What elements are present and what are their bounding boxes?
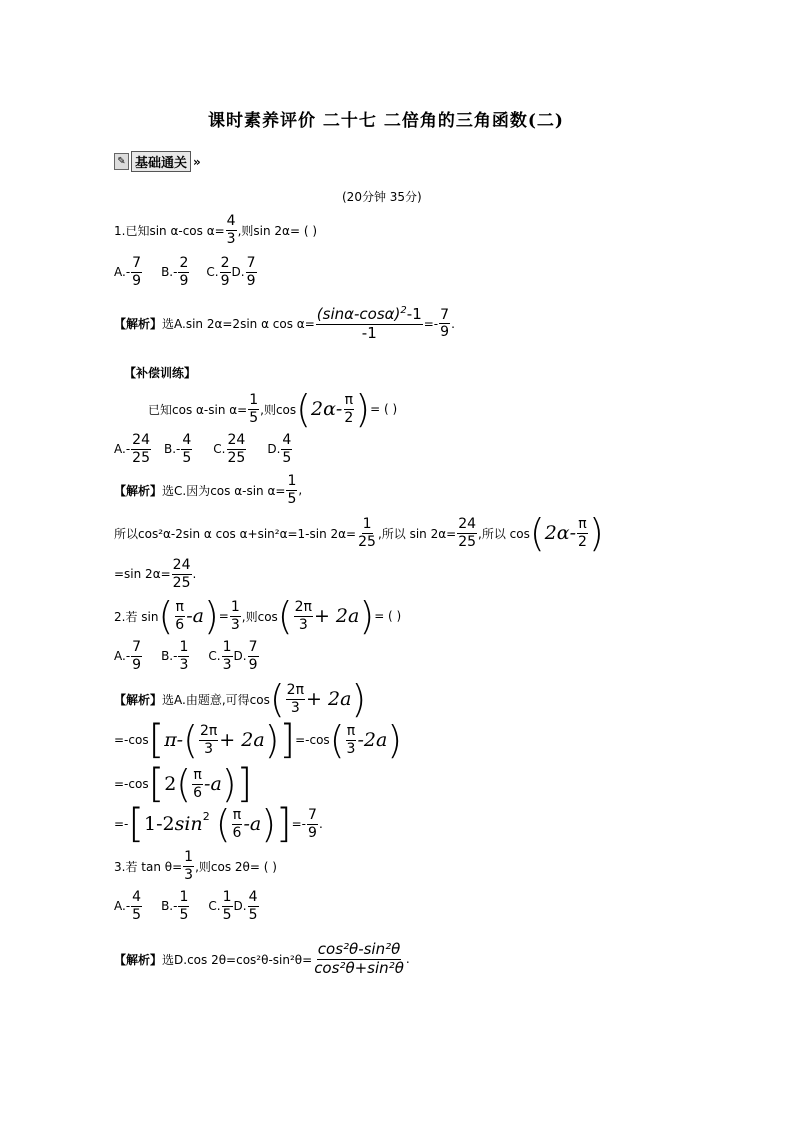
bracket: [ [148, 761, 165, 807]
fraction [248, 393, 259, 425]
math-text: 24 [227, 432, 246, 448]
math-text: 3 [222, 656, 232, 673]
math-text: 选A.由题意,可得cos [162, 692, 270, 707]
math-text: 【解析】 [114, 952, 163, 967]
math-text: =-cos [114, 777, 149, 791]
bc-solution-3 [114, 558, 196, 590]
bracket: ] [276, 801, 292, 847]
bc-solution-2 [114, 511, 604, 555]
math-text: 5 [179, 906, 189, 923]
math-text: C. [213, 442, 226, 457]
q2-solution-1 [114, 677, 367, 721]
math-text: 1 [179, 889, 189, 905]
math-text: . [451, 316, 455, 331]
fraction [131, 890, 142, 922]
math-text: + 2a [313, 605, 360, 627]
math-text: 7 [308, 806, 317, 823]
math-text: 2α- [310, 398, 343, 420]
math-text: 3.若 tan θ= [114, 859, 183, 874]
math-text: cos²θ+sin²θ [314, 958, 404, 977]
paren: ) [264, 718, 280, 762]
math-text: C. [208, 899, 221, 914]
paren: ( [329, 718, 345, 762]
math-text: -a [243, 813, 262, 835]
q1-fraction [226, 214, 237, 246]
math-text: = ( ) [370, 402, 398, 416]
paren: ) [351, 677, 367, 721]
fraction [131, 640, 142, 672]
compensation-label: 【补偿训练】 [124, 366, 197, 380]
math-text: ,所以 cos [478, 526, 530, 541]
math-text: 24 [172, 557, 191, 573]
fraction [307, 808, 318, 840]
fraction [313, 942, 405, 977]
math-text: 4 [248, 889, 258, 905]
math-text: 1 [222, 889, 232, 905]
math-text: 5 [287, 490, 297, 507]
math-text: =-cos [114, 733, 149, 747]
math-text: 7 [246, 255, 256, 271]
math-text: ,则cos [260, 402, 297, 417]
fraction [131, 433, 151, 465]
paren: ) [203, 594, 219, 638]
math-text: 3 [179, 656, 189, 673]
math-text: π [578, 515, 587, 532]
math-text: 7 [440, 306, 450, 323]
fraction [178, 256, 189, 288]
math-text: 2 [400, 305, 407, 316]
math-text: 9 [308, 824, 317, 841]
math-text: 6 [175, 616, 185, 633]
math-text: 6 [193, 784, 203, 801]
question-2 [114, 594, 402, 638]
math-text: 7 [132, 639, 142, 655]
fraction [222, 640, 233, 672]
math-text: 9 [179, 272, 189, 289]
math-text: 3 [204, 740, 214, 757]
math-text: -a [186, 605, 204, 627]
math-text: 2 [220, 255, 230, 271]
math-text: -1 [361, 323, 377, 342]
math-text: . [405, 952, 410, 967]
fraction [294, 600, 313, 632]
math-text: D. [231, 265, 245, 280]
math-text: 选A.sin 2α=2sin α cos α= [162, 317, 315, 332]
math-text: 2 [202, 810, 210, 823]
fraction [346, 724, 357, 756]
math-text: 2.若 sin [114, 609, 159, 624]
math-text: ,所以 sin 2α= [377, 526, 457, 541]
math-text: 3 [290, 699, 300, 716]
math-text: 4 [132, 889, 142, 905]
math-text: 5 [282, 449, 292, 466]
paren: ) [359, 594, 375, 638]
fraction [343, 393, 354, 425]
math-text: 5 [132, 906, 142, 923]
math-text: D. [233, 649, 247, 664]
math-text: 9 [132, 272, 142, 289]
math-text: 2 [344, 409, 354, 426]
math-text: 5 [248, 906, 258, 923]
math-text: 5 [222, 906, 232, 923]
bc-solution-1 [114, 474, 302, 506]
math-text: . [318, 817, 323, 831]
fraction [316, 306, 423, 342]
math-text: π [344, 391, 353, 408]
math-text: 1-2 [144, 813, 175, 835]
fraction [227, 433, 247, 465]
math-text: 9 [220, 272, 230, 289]
math-text: π [346, 722, 356, 739]
math-text: 25 [172, 574, 191, 591]
fraction [183, 850, 194, 882]
q3-solution [114, 942, 410, 977]
fraction [248, 640, 259, 672]
math-text: 选D.cos 2θ=cos²θ-sin²θ= [162, 952, 313, 967]
math-text: 选C.因为cos α-sin α= [162, 483, 286, 498]
math-text: sin [174, 813, 203, 835]
fraction [199, 724, 218, 756]
math-text: A.- [114, 442, 131, 457]
paren: ( [296, 387, 311, 431]
math-text [316, 306, 423, 325]
math-text: 3 [346, 740, 356, 757]
math-text: 1 [287, 473, 297, 489]
math-text: 4 [182, 432, 192, 448]
section-label: 基础通关 [131, 151, 191, 172]
math-text: A.- [114, 899, 131, 914]
bracket: ] [236, 761, 253, 807]
bracket: [ [148, 717, 165, 763]
lightbulb-icon: ✎ [114, 153, 129, 170]
math-text: 24 [132, 432, 150, 448]
paren: ) [221, 762, 237, 806]
math-text: 1 [184, 849, 194, 865]
math-text: 5 [249, 409, 259, 426]
fraction [178, 640, 189, 672]
fraction [174, 600, 185, 632]
math-text: 25 [358, 533, 376, 550]
math-text: 3 [230, 616, 240, 633]
bracket: [ [128, 801, 144, 847]
math-text: 1 [362, 515, 372, 532]
math-text: 2π [286, 681, 305, 698]
math-text: =-cos [295, 733, 330, 747]
math-text: 3 [298, 616, 308, 633]
fraction [357, 517, 377, 549]
math-text: 3 [184, 866, 194, 883]
math-text: 25 [458, 533, 477, 550]
math-text: 7 [132, 255, 142, 271]
math-text: 所以cos²α-2sin α cos α+sin²α=1-sin 2α= [114, 526, 357, 541]
fraction [230, 600, 241, 632]
fraction [232, 808, 243, 840]
fraction [181, 433, 192, 465]
fraction [457, 517, 477, 549]
section-arrow: » [193, 154, 201, 169]
math-text: = ( ) [374, 609, 402, 623]
math-text: B.- [161, 899, 178, 914]
fraction [220, 256, 231, 288]
math-text: 24 [458, 515, 477, 532]
math-text: π [193, 766, 202, 783]
section-header [114, 151, 201, 172]
math-text: D. [233, 899, 247, 914]
paren: ( [269, 677, 285, 721]
paren: ) [588, 511, 604, 555]
fraction [577, 517, 588, 549]
math-text: 【解析】 [114, 692, 163, 707]
math-text: B.- [163, 442, 181, 457]
math-text: 2 [164, 773, 177, 795]
timing: (20分钟 35分) [342, 190, 422, 204]
math-text: 2π [199, 722, 218, 739]
q1-solution [114, 306, 455, 342]
fraction [281, 433, 292, 465]
fraction [439, 308, 450, 340]
fraction [172, 558, 192, 590]
math-text: ,则cos [241, 609, 278, 624]
math-text: , [298, 483, 303, 498]
fraction [248, 890, 259, 922]
math-text: 【解析】 [114, 317, 163, 332]
math-text: =- [423, 316, 439, 331]
fraction [286, 474, 297, 506]
math-text: 1 [222, 639, 232, 655]
paren: ( [183, 718, 198, 762]
fraction [286, 683, 305, 715]
math-text: A.- [114, 265, 131, 280]
math-text: 3 [226, 230, 236, 247]
math-text: . [192, 567, 197, 582]
paren: ( [176, 762, 192, 806]
question-3 [114, 850, 277, 882]
math-text: 9 [246, 272, 256, 289]
math-text: π [232, 806, 242, 823]
paren: ) [355, 387, 371, 431]
fraction [222, 890, 233, 922]
math-text: 2π [294, 598, 312, 615]
math-text: 2 [179, 255, 189, 271]
math-text: 1 [230, 598, 240, 615]
math-text: -a [204, 773, 222, 795]
math-text: 25 [132, 449, 150, 466]
math-text: 6 [232, 824, 242, 841]
math-text: π- [164, 729, 184, 751]
math-text: C. [208, 649, 221, 664]
math-text: ,则cos 2θ= ( ) [195, 859, 277, 874]
math-text: B.- [161, 649, 178, 664]
paren: ( [529, 511, 545, 555]
fraction [131, 256, 142, 288]
page-title: 课时素养评价 二十七 二倍角的三角函数(二) [208, 111, 564, 131]
math-text: C. [206, 265, 219, 280]
math-text: 【解析】 [114, 483, 163, 498]
paren: ) [261, 802, 277, 846]
q3-options [114, 890, 260, 922]
paren: ( [215, 802, 231, 846]
math-text: A.- [114, 649, 131, 664]
math-text: (sinα-cosα) [316, 305, 401, 323]
math-text: =- [291, 817, 307, 831]
paren: ) [387, 718, 403, 762]
bc-options [114, 433, 293, 465]
math-text: 9 [248, 656, 258, 673]
math-text: 2 [578, 533, 587, 550]
q2-solution-2 [114, 717, 403, 763]
math-text: =sin 2α= [114, 567, 171, 582]
math-text: 2α- [544, 522, 577, 544]
math-text: 1 [249, 391, 259, 408]
q2-solution-3 [114, 761, 253, 807]
fraction [192, 768, 203, 800]
math-text: B.- [161, 265, 178, 280]
bc-question [148, 387, 398, 431]
math-text: 9 [132, 656, 142, 673]
paren: ( [158, 594, 174, 638]
q2-options [114, 640, 260, 672]
bracket: ] [279, 717, 296, 763]
math-text: 7 [248, 639, 258, 655]
math-text: 4 [226, 213, 236, 229]
math-text: -2a [357, 729, 388, 751]
q2-solution-4 [114, 801, 323, 847]
q1-options [114, 256, 258, 288]
question-1 [114, 214, 317, 246]
math-text: 9 [440, 324, 450, 341]
math-text: = [218, 609, 229, 623]
math-text: 已知cos α-sin α= [148, 402, 248, 417]
paren: ( [277, 594, 293, 638]
math-text: + 2a [219, 729, 265, 751]
fraction [246, 256, 257, 288]
q1-stem-a: 1.已知sin α-cos α= [114, 223, 225, 238]
math-text: -1 [406, 305, 422, 323]
fraction [178, 890, 189, 922]
math-text: 5 [182, 449, 192, 466]
math-text: cos²θ-sin²θ [317, 940, 401, 958]
math-text: 4 [282, 432, 292, 448]
math-text: =- [114, 817, 129, 831]
math-text: π [175, 598, 184, 615]
math-text: 25 [227, 449, 246, 466]
math-text: 1 [179, 639, 189, 655]
q1-stem-b: ,则sin 2α= ( ) [237, 223, 318, 238]
math-text: D. [267, 442, 281, 457]
math-text: + 2a [306, 688, 352, 710]
